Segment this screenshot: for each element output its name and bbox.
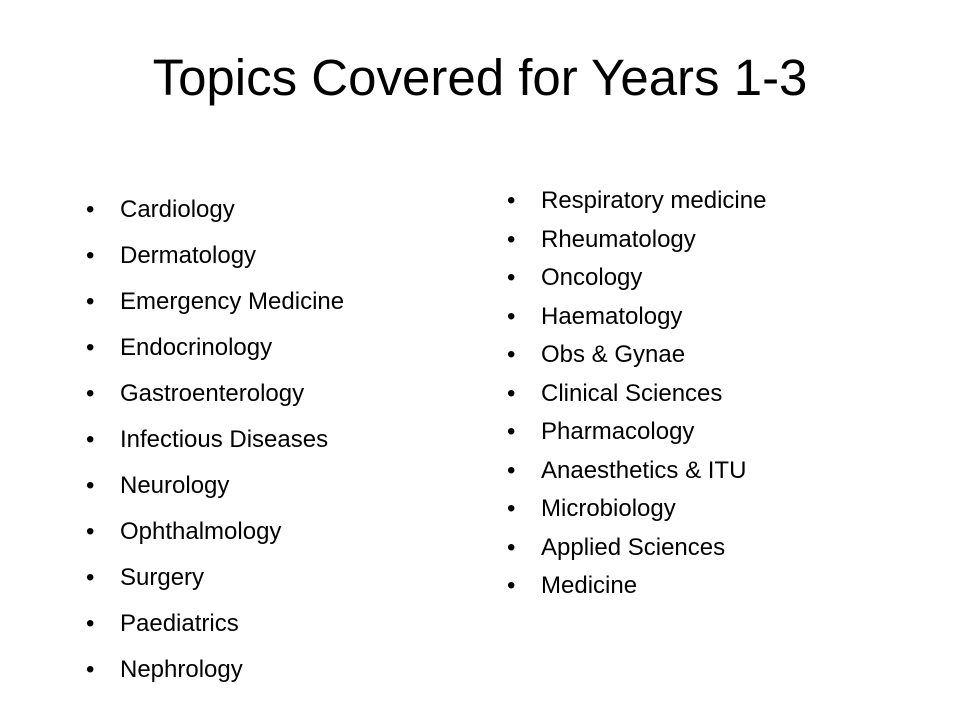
list-item: • Pharmacology — [507, 417, 766, 456]
list-item: • Ophthalmology — [86, 517, 344, 563]
list-item: • Anaesthetics & ITU — [507, 456, 766, 495]
right-topic-list — [507, 186, 766, 610]
list-item: • Paediatrics — [86, 609, 344, 655]
list-item: • Endocrinology — [86, 333, 344, 379]
list-item: • Obs & Gynae — [507, 340, 766, 379]
list-item: • Oncology — [507, 263, 766, 302]
list-item: • Surgery — [86, 563, 344, 609]
list-item: • Medicine — [507, 571, 766, 610]
list-item: • Clinical Sciences — [507, 379, 766, 418]
list-item: • Applied Sciences — [507, 533, 766, 572]
list-item: • Respiratory medicine — [507, 186, 766, 225]
list-item: • Microbiology — [507, 494, 766, 533]
left-topic-list — [86, 195, 344, 701]
slide-title: Topics Covered for Years 1-3 — [152, 49, 808, 106]
list-item: • Gastroenterology — [86, 379, 344, 425]
list-item: • Dermatology — [86, 241, 344, 287]
list-item: • Neurology — [86, 471, 344, 517]
list-item: • Haematology — [507, 302, 766, 341]
list-item: • Infectious Diseases — [86, 425, 344, 471]
list-item: • Cardiology — [86, 195, 344, 241]
list-item: • Emergency Medicine — [86, 287, 344, 333]
list-item: • Nephrology — [86, 655, 344, 701]
list-item: • Rheumatology — [507, 225, 766, 264]
